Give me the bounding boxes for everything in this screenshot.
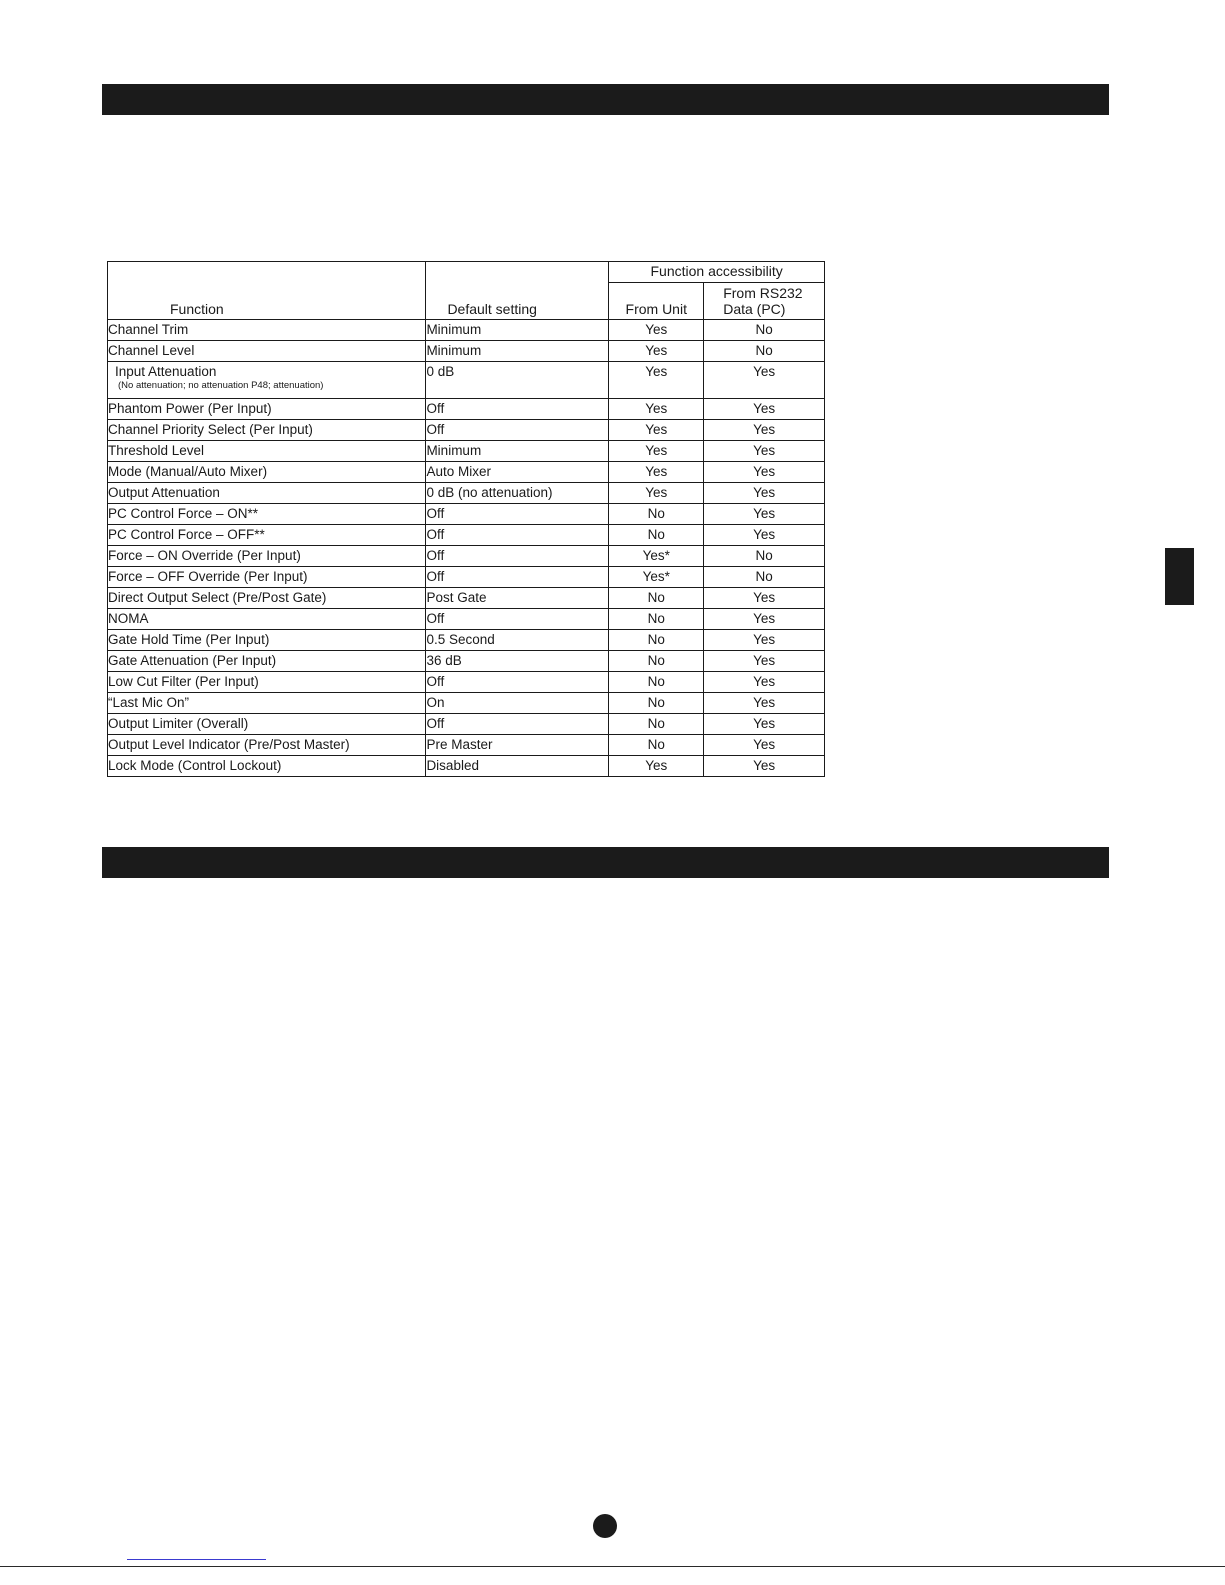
table-row <box>108 504 825 525</box>
table-row <box>108 651 825 672</box>
header-function: Function <box>108 262 426 320</box>
cell-from-rs232: Yes <box>704 441 825 462</box>
function-label: Output Limiter (Overall) <box>108 715 249 731</box>
cell-from-rs232: Yes <box>704 399 825 420</box>
cell-from-unit: Yes <box>609 462 704 483</box>
cell-from-unit: Yes <box>609 483 704 504</box>
cell-default-setting: Auto Mixer <box>426 462 609 483</box>
cell-function <box>108 462 426 483</box>
cell-default-setting: Disabled <box>426 756 609 777</box>
cell-default-setting: 36 dB <box>426 651 609 672</box>
cell-function <box>108 483 426 504</box>
cell-default-setting: Off <box>426 420 609 441</box>
table-row <box>108 420 825 441</box>
header-default-setting: Default setting <box>426 262 609 320</box>
cell-from-unit: Yes <box>609 399 704 420</box>
cell-from-rs232: No <box>704 341 825 362</box>
cell-function <box>108 735 426 756</box>
cell-default-setting: Pre Master <box>426 735 609 756</box>
cell-default-setting: Off <box>426 567 609 588</box>
cell-from-rs232: Yes <box>704 630 825 651</box>
function-label: Lock Mode (Control Lockout) <box>108 757 282 773</box>
cell-function <box>108 525 426 546</box>
table-body <box>108 320 825 777</box>
cell-from-unit: No <box>609 735 704 756</box>
cell-from-rs232: Yes <box>704 525 825 546</box>
footer-link-underline <box>127 1559 266 1560</box>
cell-function <box>108 693 426 714</box>
function-label: Force – OFF Override (Per Input) <box>108 568 308 584</box>
function-label: Channel Level <box>108 342 195 358</box>
table-row <box>108 525 825 546</box>
function-label: Direct Output Select (Pre/Post Gate) <box>108 589 327 605</box>
cell-from-rs232: Yes <box>704 420 825 441</box>
function-label: Threshold Level <box>108 442 205 458</box>
cell-function <box>108 320 426 341</box>
table-row <box>108 399 825 420</box>
cell-default-setting: 0 dB <box>426 362 609 399</box>
cell-default-setting: Off <box>426 609 609 630</box>
cell-from-rs232: Yes <box>704 672 825 693</box>
cell-from-rs232: Yes <box>704 504 825 525</box>
function-label: NOMA <box>108 610 149 626</box>
cell-function <box>108 441 426 462</box>
cell-from-rs232: No <box>704 320 825 341</box>
section-header-bar <box>102 84 1109 115</box>
section-header-bar <box>102 847 1109 878</box>
cell-from-rs232: Yes <box>704 609 825 630</box>
cell-from-rs232: Yes <box>704 714 825 735</box>
table-row <box>108 630 825 651</box>
cell-default-setting: 0.5 Second <box>426 630 609 651</box>
table-row <box>108 362 825 399</box>
cell-default-setting: Post Gate <box>426 588 609 609</box>
cell-function <box>108 672 426 693</box>
cell-from-unit: Yes <box>609 756 704 777</box>
table-row <box>108 609 825 630</box>
cell-function <box>108 756 426 777</box>
table-row <box>108 462 825 483</box>
cell-function <box>108 420 426 441</box>
cell-function <box>108 651 426 672</box>
cell-from-unit: Yes <box>609 341 704 362</box>
cell-default-setting: Off <box>426 504 609 525</box>
cell-from-unit: No <box>609 693 704 714</box>
table-row <box>108 567 825 588</box>
function-label: PC Control Force – ON** <box>108 505 259 521</box>
page-number-dot <box>593 1514 617 1538</box>
table-row <box>108 341 825 362</box>
header-from-rs232 <box>704 283 825 320</box>
cell-default-setting: Minimum <box>426 341 609 362</box>
cell-from-rs232: Yes <box>704 483 825 504</box>
table-row <box>108 693 825 714</box>
cell-from-unit: No <box>609 609 704 630</box>
cell-function <box>108 341 426 362</box>
cell-from-rs232: Yes <box>704 462 825 483</box>
cell-function <box>108 588 426 609</box>
cell-default-setting: 0 dB (no attenuation) <box>426 483 609 504</box>
cell-from-unit: Yes <box>609 320 704 341</box>
cell-from-unit: Yes <box>609 420 704 441</box>
table-row <box>108 756 825 777</box>
function-note: (No attenuation; no attenuation P48; attenuation) <box>118 379 324 391</box>
cell-from-unit: No <box>609 630 704 651</box>
cell-from-rs232: Yes <box>704 756 825 777</box>
header-from-rs232-line1: From RS232 <box>723 285 803 302</box>
cell-from-rs232: Yes <box>704 651 825 672</box>
cell-from-unit: No <box>609 714 704 735</box>
cell-default-setting: Minimum <box>426 441 609 462</box>
cell-from-unit: No <box>609 672 704 693</box>
cell-from-rs232: Yes <box>704 588 825 609</box>
cell-from-rs232: No <box>704 567 825 588</box>
function-label: Output Attenuation <box>108 484 220 500</box>
cell-function <box>108 362 426 399</box>
function-label: Low Cut Filter (Per Input) <box>108 673 259 689</box>
function-label: Gate Attenuation (Per Input) <box>108 652 277 668</box>
cell-from-rs232: No <box>704 546 825 567</box>
footer-rule <box>0 1566 1225 1567</box>
cell-function <box>108 714 426 735</box>
cell-from-unit: Yes* <box>609 546 704 567</box>
cell-function <box>108 546 426 567</box>
function-label: PC Control Force – OFF** <box>108 526 265 542</box>
function-label: Force – ON Override (Per Input) <box>108 547 301 563</box>
cell-from-rs232: Yes <box>704 735 825 756</box>
cell-default-setting: Off <box>426 714 609 735</box>
cell-default-setting: Minimum <box>426 320 609 341</box>
cell-function <box>108 504 426 525</box>
function-label: “Last Mic On” <box>108 694 190 710</box>
cell-default-setting: Off <box>426 672 609 693</box>
table-row <box>108 320 825 341</box>
cell-from-unit: Yes <box>609 441 704 462</box>
cell-from-unit: No <box>609 651 704 672</box>
cell-function <box>108 630 426 651</box>
header-from-rs232-line2: Data (PC) <box>723 300 786 317</box>
function-table <box>107 261 825 777</box>
cell-from-unit: Yes* <box>609 567 704 588</box>
table-row <box>108 546 825 567</box>
cell-default-setting: Off <box>426 399 609 420</box>
cell-function <box>108 567 426 588</box>
table-row <box>108 483 825 504</box>
header-from-unit: From Unit <box>609 283 704 320</box>
function-label: Phantom Power (Per Input) <box>108 400 272 416</box>
cell-from-unit: No <box>609 525 704 546</box>
cell-from-unit: No <box>609 504 704 525</box>
function-label: Mode (Manual/Auto Mixer) <box>108 463 268 479</box>
table-row <box>108 441 825 462</box>
cell-from-unit: No <box>609 588 704 609</box>
section-tab-marker <box>1165 548 1194 605</box>
cell-from-rs232: Yes <box>704 693 825 714</box>
function-label: Gate Hold Time (Per Input) <box>108 631 270 647</box>
table-row <box>108 714 825 735</box>
table-row <box>108 672 825 693</box>
cell-default-setting: On <box>426 693 609 714</box>
table-row <box>108 735 825 756</box>
function-label: Channel Priority Select (Per Input) <box>108 421 313 437</box>
table-row <box>108 588 825 609</box>
function-label: Output Level Indicator (Pre/Post Master) <box>108 736 350 752</box>
header-function-accessibility: Function accessibility <box>609 262 825 283</box>
cell-from-unit: Yes <box>609 362 704 399</box>
cell-default-setting: Off <box>426 525 609 546</box>
function-label: Channel Trim <box>108 321 189 337</box>
cell-function <box>108 609 426 630</box>
function-label: Input Attenuation <box>115 364 217 379</box>
cell-default-setting: Off <box>426 546 609 567</box>
cell-from-rs232: Yes <box>704 362 825 399</box>
cell-function <box>108 399 426 420</box>
